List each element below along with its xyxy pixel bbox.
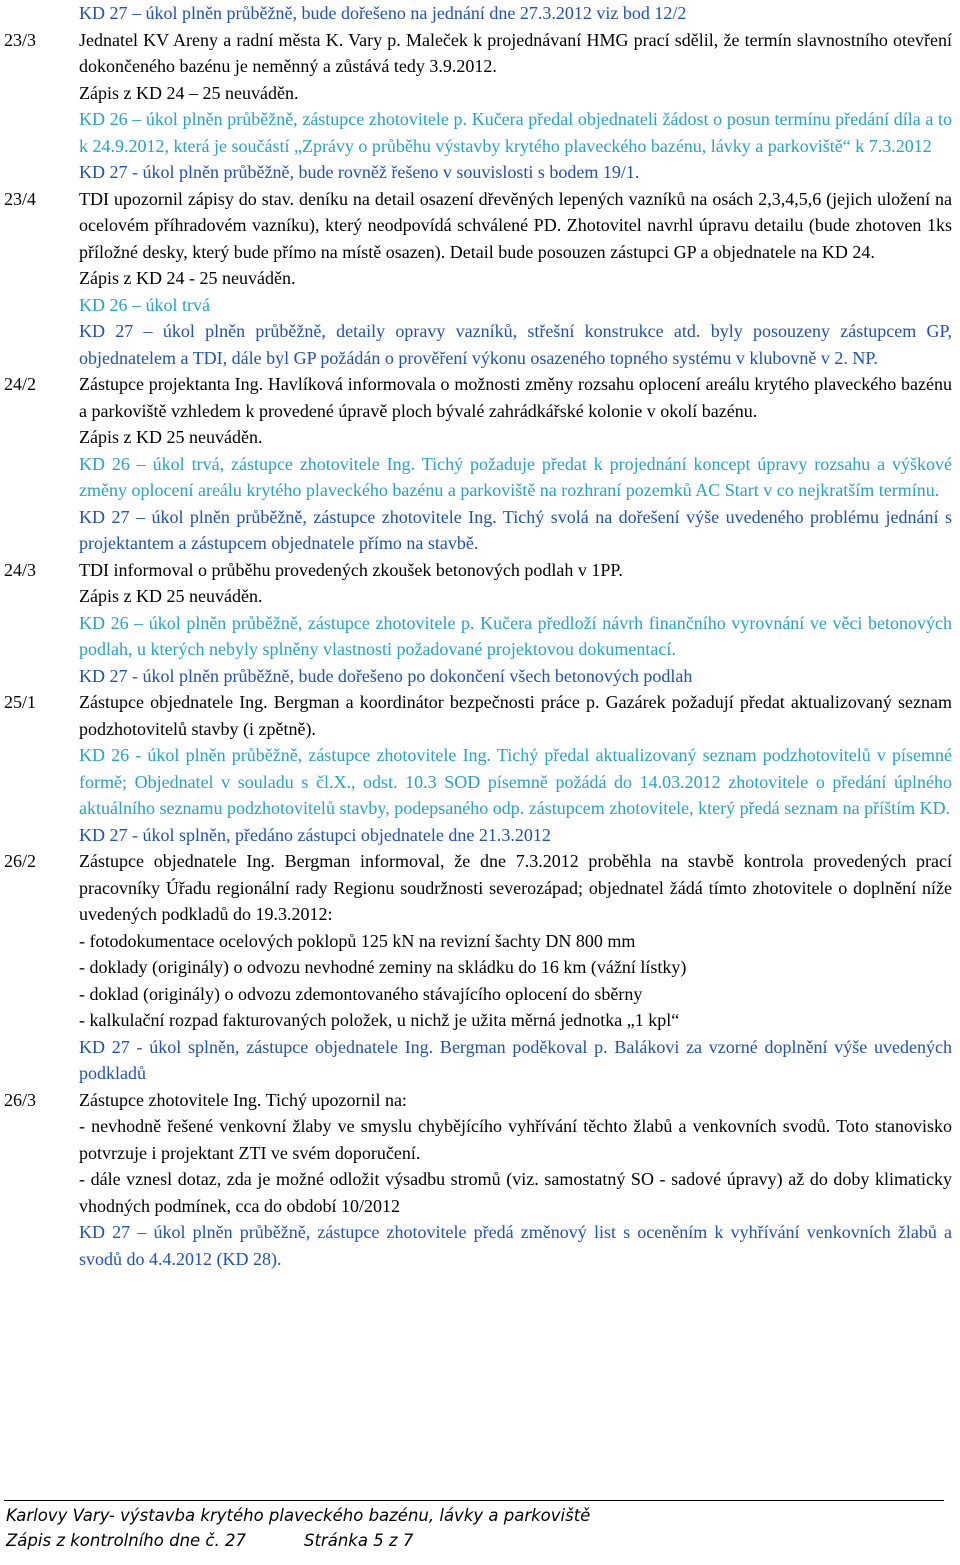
text-segment: Jednatel KV Areny a radní města K. Vary p. Maleček k projednávaní HMG prací sdělil, že termín slavnostního otevření dokončeného bazénu je neměnný a zůstává tedy 3.9.2012. [79, 29, 952, 76]
item-number: 23/4 [4, 188, 37, 209]
text-segment: - doklad (originály) o odvozu zdemontovaného stávajícího oplocení do sběrny [79, 983, 643, 1004]
item-paragraph [79, 822, 952, 849]
text-segment: KD 27 - úkol splněn, předáno zástupci objednatele dne 21.3.2012 [79, 824, 551, 845]
item-paragraph [79, 27, 952, 80]
text-segment: KD 26 – úkol plněn průběžně, zástupce zhotovitele p. Kučera předal objednateli žádost o posun termínu předání díla a to k 24.9.2012, která je součástí „Zprávy o průběhu výstavby krytého plaveckého bazénu, lávky a parkoviště“ k 7.3.2012 [79, 109, 952, 156]
item-paragraph [79, 318, 952, 371]
item-paragraph [79, 1113, 952, 1166]
item-paragraph [79, 1087, 952, 1114]
item-paragraph [79, 371, 952, 424]
item-paragraph [79, 424, 952, 451]
footer-title: Karlovy Vary- výstavba krytého plaveckého bazénu, lávky a parkoviště [6, 1506, 591, 1525]
text-segment: Zápis z KD 24 – 25 neuváděn. [79, 82, 299, 103]
footer-divider [4, 1500, 944, 1501]
text-segment: - fotodokumentace ocelových poklopů 125 kN na revizní šachty DN 800 mm [79, 930, 636, 951]
document-body [4, 0, 952, 1272]
text-segment: KD 27 - úkol splněn, zástupce objednatele Ing. Bergman poděkoval p. Balákovi za vzorné doplnění výše uvedených podkladů [79, 1036, 952, 1083]
text-segment: Zástupce projektanta Ing. Havlíková informovala o možnosti změny rozsahu oplocení areálu krytého plaveckého bazénu a parkoviště vzhledem k provedené úpravě ploch bývalé zahrádkářské kolonie v okolí bazénu. [79, 374, 952, 421]
item-paragraph [79, 1219, 952, 1272]
item-body [79, 1087, 952, 1273]
item-body [79, 848, 952, 1087]
text-segment: KD 27 – úkol plněn průběžně, bude dořešeno na jednání dne 27.3.2012 viz bod 12/2 [79, 3, 687, 23]
item-number: 24/3 [4, 559, 37, 580]
item-paragraph [79, 954, 952, 981]
item-body [79, 689, 952, 848]
item-paragraph [79, 1034, 952, 1087]
text-segment: TDI informoval o průběhu provedených zkoušek betonových podlah v 1PP. [79, 559, 623, 580]
item-paragraph [79, 583, 952, 610]
item-body [79, 186, 952, 372]
item-paragraph [79, 689, 952, 742]
agenda-item [4, 27, 952, 186]
item-paragraph [79, 848, 952, 928]
agenda-item [4, 371, 952, 557]
item-number: 26/3 [4, 1089, 37, 1110]
item-paragraph [79, 292, 952, 319]
item-number: 24/2 [4, 374, 37, 394]
footer-page-number: Stránka 5 z 7 [303, 1531, 414, 1550]
item-number: 25/1 [4, 692, 37, 712]
item-body [79, 557, 952, 690]
text-segment: KD 26 – úkol plněn průběžně, zástupce zhotovitele p. Kučera předloží návrh finančního vyrovnání ve věci betonových podlah, u kterých nebyly splněny vlastnosti požadované projektovou dokumentací. [79, 612, 952, 659]
agenda-item [4, 186, 952, 372]
text-segment: KD 26 – úkol trvá, zástupce zhotovitele Ing. Tichý požaduje předat k projednání koncept úpravy rozsahu a výškové změny oplocení areálu krytého plaveckého bazénu a parkoviště na rozhraní pozemků AC Start v co nejkratším termínu. [79, 453, 952, 500]
text-segment: Zápis z KD 25 neuváděn. [79, 427, 263, 447]
item-paragraph [79, 186, 952, 266]
item-paragraph [79, 928, 952, 955]
text-segment: TDI upozornil zápisy do stav. deníku na detail osazení dřevěných lepených vazníků na osách 2,3,4,5,6 (jejich uložení na ocelovém příhradovém vazníku), který neodpovídá schválené PD. Zhotovitel navrhl úpravu detailu (bude zhotoven 1ks příložné desky, který bude přímo na místě osazen). Detail bude posouzen zástupci GP a objednatele na KD 24. [79, 188, 952, 262]
text-segment: Zápis z KD 24 - 25 neuváděn. [79, 268, 296, 288]
text-segment: KD 27 – úkol plněn průběžně, zástupce zhotovitele předá změnový list s oceněním k vyhřívání venkovních žlabů a svodů do 4.4.2012 (KD 28). [79, 1222, 952, 1269]
item-paragraph [79, 451, 952, 504]
text-segment: KD 27 – úkol plněn průběžně, zástupce zhotovitele Ing. Tichý svolá na dořešení výše uvedeného problému jednání s projektantem a zástupcem objednatele přímo na stavbě. [79, 506, 952, 553]
item-paragraph [79, 557, 952, 584]
item-paragraph [79, 742, 952, 822]
item-number: 26/2 [4, 851, 37, 871]
item-body [79, 371, 952, 557]
agenda-item [4, 1087, 952, 1273]
footer-page-info [6, 1528, 946, 1553]
item-paragraph [79, 106, 952, 159]
footer-meeting-label: Zápis z kontrolního dne č. 27 [6, 1531, 246, 1550]
text-segment: Zástupce objednatele Ing. Bergman a koordinátor bezpečnosti práce p. Gazárek požadují předat aktualizovaný seznam podzhotovitelů stavby (i zpětně). [79, 692, 952, 739]
text-segment: Zástupce zhotovitele Ing. Tichý upozornil na: [79, 1089, 407, 1110]
agenda-item [4, 557, 952, 690]
text-segment: KD 26 – úkol trvá [79, 294, 210, 315]
text-segment: - doklady (originály) o odvozu nevhodné zeminy na skládku do 16 km (vážní lístky) [79, 957, 687, 977]
text-segment: Zástupce objednatele Ing. Bergman informoval, že dne 7.3.2012 proběhla na stavbě kontrola provedených prací pracovníky Úřadu regionální rady Regionu soudržnosti severozápad; objednatel žádá tímto zhotovitele o doplnění níže uvedených podkladů do 19.3.2012: [79, 851, 952, 924]
text-segment: - nevhodně řešené venkovní žlaby ve smyslu chybějícího vyhřívání těchto žlabů a venkovních svodů. Toto stanovisko potvrzuje i projektant ZTI ve svém doporučení. [79, 1116, 952, 1163]
agenda-item [4, 689, 952, 848]
item-paragraph [79, 0, 952, 27]
item-paragraph [79, 1007, 952, 1034]
text-segment: Zápis z KD 25 neuváděn. [79, 586, 263, 606]
item-paragraph [79, 80, 952, 107]
item-paragraph [79, 1166, 952, 1219]
text-segment: KD 27 – úkol plněn průběžně, detaily opravy vazníků, střešní konstrukce atd. byly posouzeny zástupcem GP, objednatelem a TDI, dále byl GP požádán o prověření výkonu osazeného topného systému v klubovně v 2. NP. [79, 321, 952, 368]
item-paragraph [79, 981, 952, 1008]
text-segment: KD 27 - úkol plněn průběžně, bude rovněž řešeno v souvislosti s bodem 19/1. [79, 162, 640, 182]
item-number: 23/3 [4, 29, 37, 50]
item-paragraph [79, 265, 952, 292]
agenda-item [4, 0, 952, 27]
item-body [79, 0, 952, 27]
item-paragraph [79, 504, 952, 557]
item-paragraph [79, 159, 952, 186]
text-segment: KD 26 - úkol plněn průběžně, zástupce zhotovitele Ing. Tichý předal aktualizovaný seznam podzhotovitelů v písemné formě; Objednatel v souladu s čl.X., odst. 10.3 SOD písemně požádá do 14.03.2012 zhotovitele o předání úplného aktuálního seznamu podzhotovitelů stavby, podepsaného odp. zástupcem zhotovitele, který předá seznam na příštím KD. [79, 745, 952, 818]
text-segment: - dále vznesl dotaz, zda je možné odložit výsadbu stromů (viz. samostatný SO - sadové úpravy) až do doby klimaticky vhodných podmínek, cca do období 10/2012 [79, 1169, 952, 1216]
text-segment: KD 27 - úkol plněn průběžně, bude dořešeno po dokončení všech betonových podlah [79, 665, 693, 686]
item-body [79, 27, 952, 186]
item-paragraph [79, 610, 952, 663]
agenda-item [4, 848, 952, 1087]
item-paragraph [79, 663, 952, 690]
page-footer [6, 1503, 946, 1553]
text-segment: - kalkulační rozpad fakturovaných položek, u nichž je užita měrná jednotka „1 kpl“ [79, 1010, 680, 1030]
